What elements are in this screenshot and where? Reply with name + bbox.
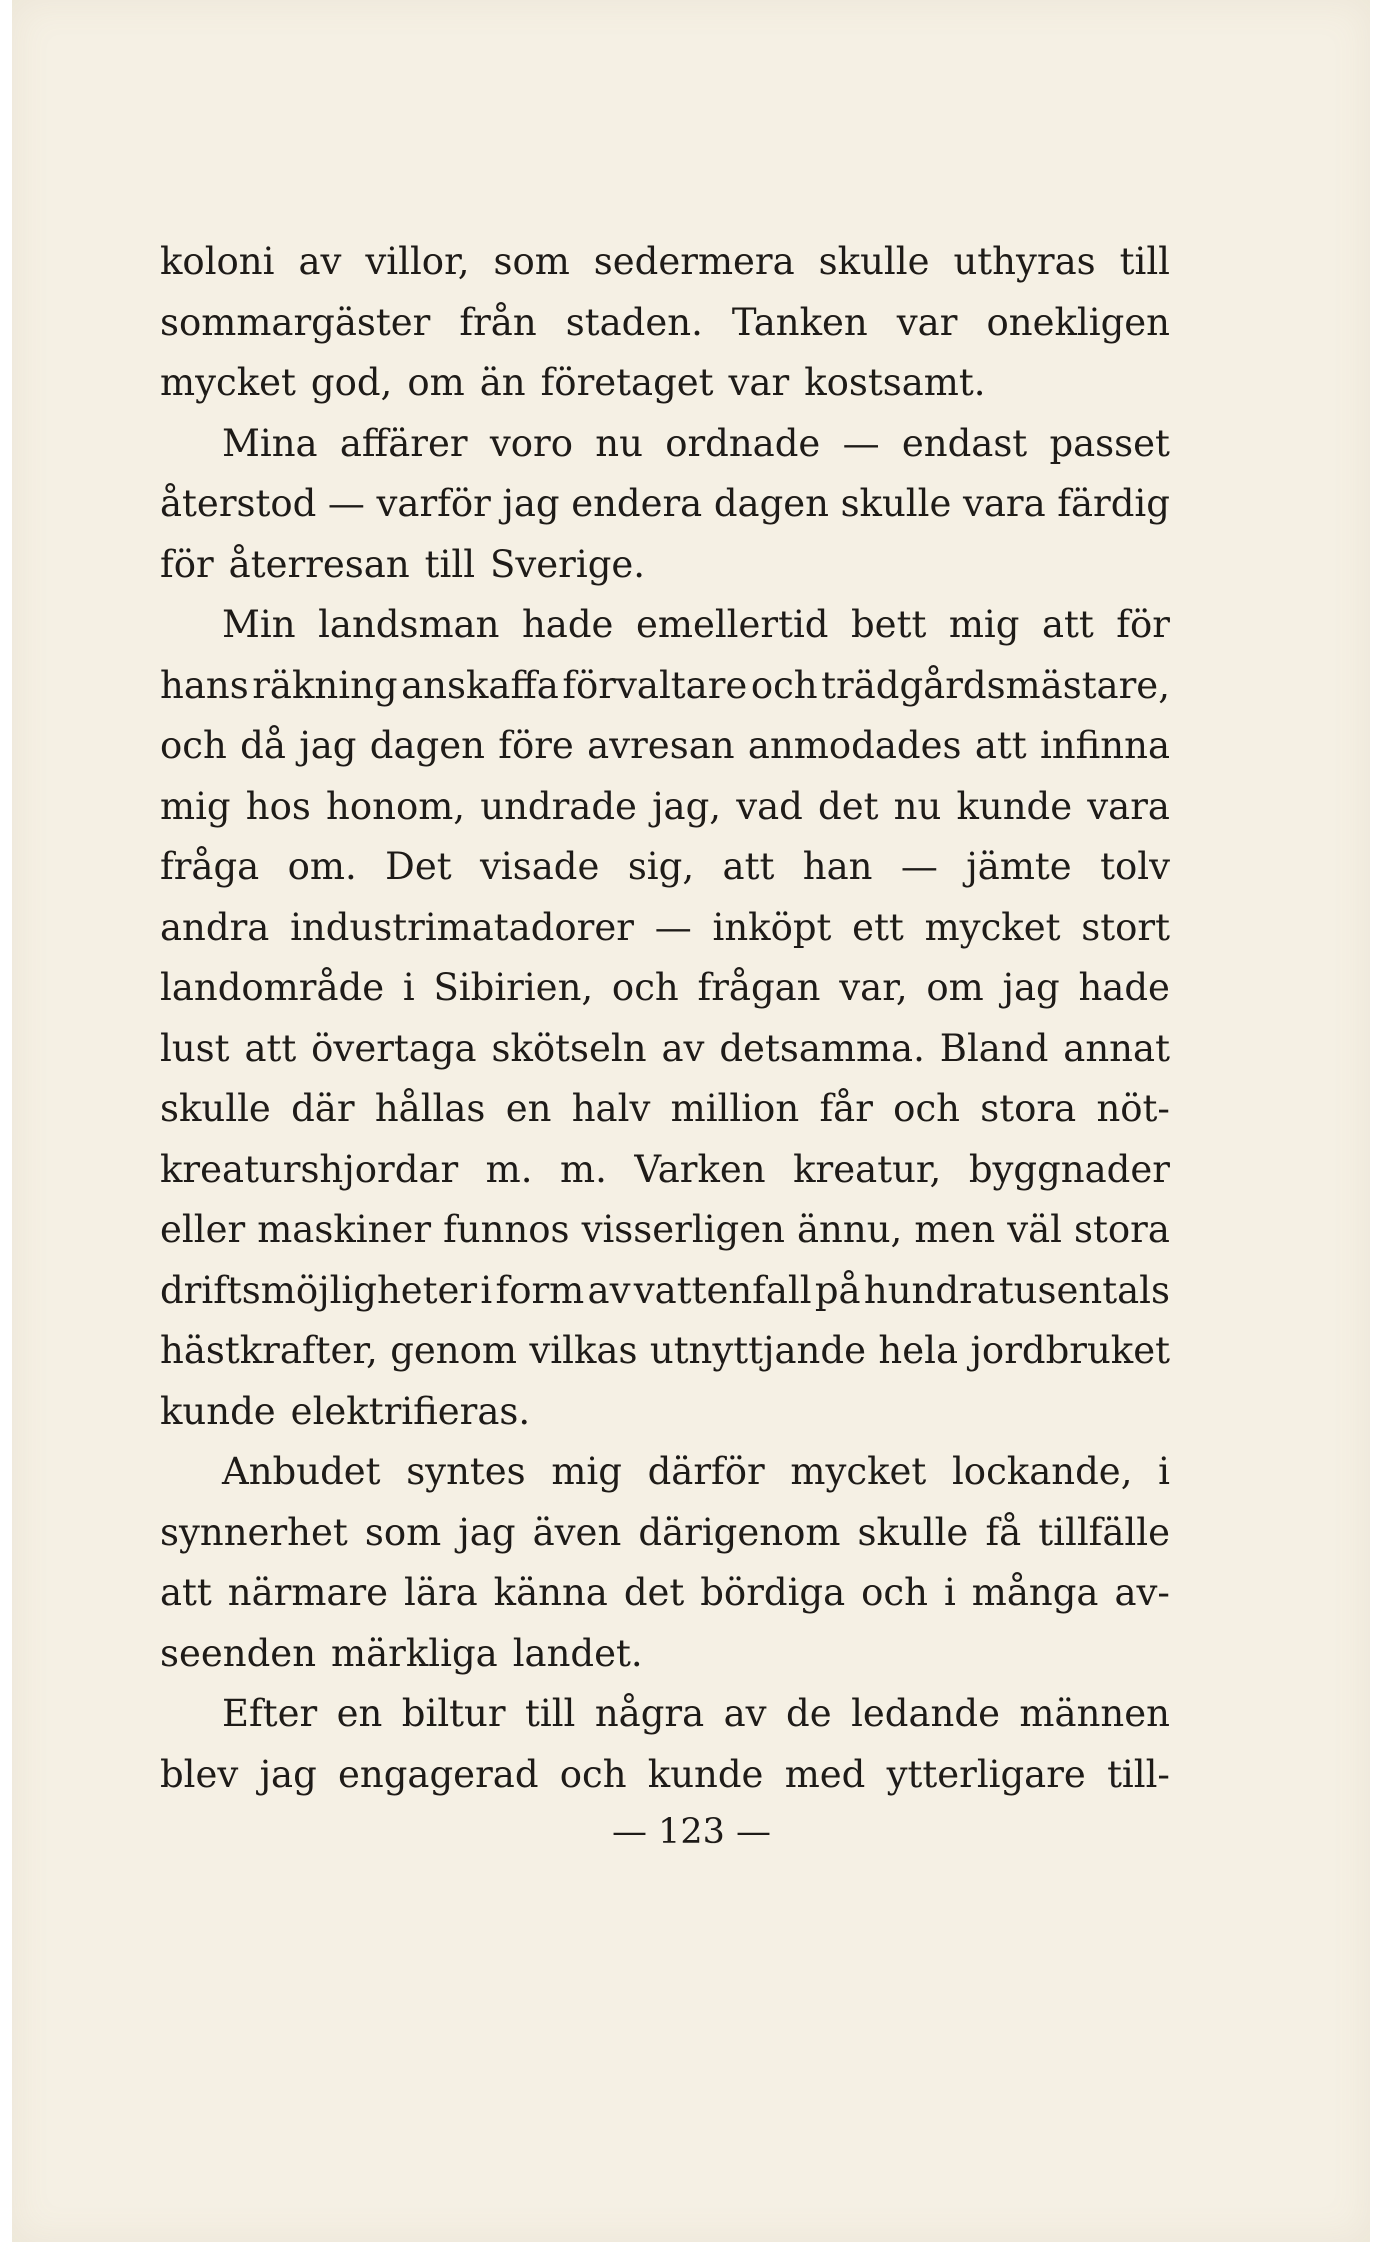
word: övertaga xyxy=(311,1026,477,1070)
word: om xyxy=(926,966,984,1009)
word: på xyxy=(814,1268,861,1312)
word: synnerhet xyxy=(160,1510,348,1554)
word: anmodades xyxy=(747,724,962,767)
word: nöt- xyxy=(1096,1087,1170,1130)
word: vad xyxy=(736,784,803,828)
word: voro xyxy=(489,421,573,465)
word: männen xyxy=(1019,1692,1170,1735)
word: några xyxy=(594,1692,705,1735)
word: skulle xyxy=(840,482,952,525)
word: skötseln xyxy=(491,1026,647,1070)
text-line xyxy=(160,1261,1170,1322)
word: om xyxy=(407,361,465,404)
text-line xyxy=(160,1563,1170,1624)
word: tillfälle xyxy=(1038,1510,1170,1554)
word: företaget xyxy=(540,361,714,404)
word: hela xyxy=(878,1329,959,1372)
word: syntes xyxy=(406,1450,526,1493)
word: vara xyxy=(962,482,1046,525)
text-line xyxy=(160,958,1170,1019)
word: han xyxy=(802,845,873,888)
word: byggnader xyxy=(968,1147,1170,1191)
word: jordbruket xyxy=(970,1329,1170,1372)
word: landet. xyxy=(512,1631,643,1675)
word: stora xyxy=(1074,1208,1170,1251)
text-line xyxy=(160,1684,1170,1745)
word: ytterligare xyxy=(886,1752,1086,1796)
word: i xyxy=(943,1571,956,1614)
word: mig xyxy=(551,1450,622,1493)
word: form xyxy=(495,1268,585,1312)
word: ett xyxy=(852,905,904,949)
word: många xyxy=(971,1571,1099,1614)
word: Mina xyxy=(222,421,318,465)
word: att xyxy=(1041,603,1094,646)
word: bördiga xyxy=(700,1571,846,1614)
word: vara xyxy=(1087,784,1170,828)
text-line xyxy=(160,1442,1170,1503)
word: hästkrafter, xyxy=(160,1329,378,1372)
word: och xyxy=(861,1571,928,1614)
word: jag xyxy=(1002,966,1060,1009)
word: och xyxy=(893,1087,960,1130)
word: att xyxy=(722,845,775,888)
word: funnos xyxy=(443,1208,570,1251)
word: av xyxy=(723,1692,767,1735)
word: skulle xyxy=(818,240,930,283)
word: få xyxy=(985,1510,1022,1554)
word: staden. xyxy=(565,300,703,344)
word: därigenom xyxy=(638,1510,841,1554)
word: av xyxy=(587,1268,631,1312)
word: med xyxy=(784,1752,866,1796)
word: kunde xyxy=(160,1389,276,1433)
text-line xyxy=(160,232,1170,293)
word: en xyxy=(505,1087,552,1130)
word: ledande xyxy=(851,1692,1000,1735)
word: att xyxy=(244,1026,297,1070)
word: i xyxy=(402,966,415,1009)
word: om. xyxy=(287,845,357,888)
word: var xyxy=(728,361,790,404)
word: i xyxy=(1158,1450,1170,1493)
word: av xyxy=(661,1026,705,1070)
word: mycket xyxy=(790,1450,927,1493)
word: — xyxy=(900,845,938,888)
word: Min xyxy=(222,603,296,646)
word: tolv xyxy=(1100,845,1170,888)
word: att xyxy=(160,1571,212,1614)
word: och xyxy=(750,663,818,707)
word: sommargäster xyxy=(160,300,431,344)
word: än xyxy=(479,361,526,404)
text-line xyxy=(160,595,1170,656)
text-line xyxy=(160,1019,1170,1080)
text-line xyxy=(160,716,1170,777)
word: visserligen xyxy=(581,1208,785,1251)
word: genom xyxy=(390,1329,517,1372)
word: återresan xyxy=(228,542,410,586)
text-line xyxy=(160,1079,1170,1140)
word: landområde xyxy=(160,966,385,1009)
word: där xyxy=(291,1087,355,1130)
word: får xyxy=(819,1087,873,1130)
word: halv xyxy=(571,1087,651,1130)
word: var, xyxy=(839,966,908,1009)
text-line xyxy=(160,1321,1170,1382)
word: som xyxy=(364,1510,442,1554)
word: inköpt xyxy=(712,905,832,949)
word: även xyxy=(532,1510,622,1554)
word: infinna xyxy=(1039,724,1170,767)
word: varför xyxy=(376,482,491,525)
word: lust xyxy=(160,1026,230,1070)
word: jag xyxy=(299,724,357,767)
word: koloni xyxy=(160,240,275,283)
word: och xyxy=(160,724,227,767)
word: som xyxy=(493,240,570,283)
word: stora xyxy=(980,1087,1077,1130)
word: därför xyxy=(647,1450,765,1493)
word: och xyxy=(611,966,679,1009)
word: Sibirien, xyxy=(433,966,594,1009)
word: blev xyxy=(160,1752,239,1796)
word: landsman xyxy=(318,603,500,646)
word: onekligen xyxy=(986,300,1170,344)
word: av xyxy=(298,240,342,283)
text-line xyxy=(160,474,1170,535)
word: million xyxy=(670,1087,800,1130)
word: frågan xyxy=(697,966,821,1009)
word: och xyxy=(559,1752,627,1796)
word: endast xyxy=(901,421,1028,465)
word: hundratusentals xyxy=(863,1268,1170,1312)
word: — xyxy=(327,482,365,525)
word: eller xyxy=(160,1208,246,1251)
word: passet xyxy=(1049,421,1170,465)
word: kreaturshjordar xyxy=(160,1147,459,1191)
text-line xyxy=(160,1503,1170,1564)
word: skulle xyxy=(857,1510,969,1554)
word: då xyxy=(240,724,286,767)
word: för xyxy=(1116,603,1170,646)
word: undrade xyxy=(480,784,637,828)
word: maskiner xyxy=(257,1208,432,1251)
word: engagerad xyxy=(338,1752,539,1796)
word: från xyxy=(459,300,537,344)
word: av- xyxy=(1114,1571,1170,1614)
word: till- xyxy=(1107,1752,1170,1796)
word: fråga xyxy=(160,845,260,888)
word: jag, xyxy=(652,784,722,828)
word: nu xyxy=(595,421,643,465)
word: kreatur, xyxy=(793,1147,942,1191)
text-line xyxy=(160,293,1170,354)
text-line xyxy=(160,1382,1170,1443)
text-line xyxy=(160,656,1170,717)
word: seenden xyxy=(160,1631,317,1675)
word: Efter xyxy=(222,1692,318,1735)
word: Bland xyxy=(939,1026,1049,1070)
text-line xyxy=(160,1624,1170,1685)
word: dagen xyxy=(369,724,485,767)
word: god, xyxy=(310,361,393,404)
text-line xyxy=(160,1200,1170,1261)
text-line xyxy=(160,837,1170,898)
text-line xyxy=(160,1745,1170,1806)
word: lära xyxy=(404,1571,478,1614)
word: vilkas xyxy=(529,1329,638,1372)
body-text xyxy=(160,232,1170,1805)
word: kunde xyxy=(647,1752,764,1796)
word: detsamma. xyxy=(719,1026,925,1070)
word: förvaltare xyxy=(562,663,748,707)
word: jämte xyxy=(966,845,1072,888)
word: biltur xyxy=(401,1692,506,1735)
word: räkning xyxy=(252,663,398,707)
word: driftsmöjligheter xyxy=(160,1268,478,1312)
text-line xyxy=(160,1140,1170,1201)
word: m. xyxy=(485,1147,533,1191)
word: villor, xyxy=(365,240,470,283)
word: lockande, xyxy=(951,1450,1133,1493)
word: annat xyxy=(1063,1026,1170,1070)
word: avresan xyxy=(587,724,735,767)
word: nu xyxy=(893,784,942,828)
word: endera xyxy=(571,482,703,525)
word: Tanken xyxy=(731,300,868,344)
word: mig xyxy=(948,603,1020,646)
word: de xyxy=(786,1692,832,1735)
word: var xyxy=(896,300,958,344)
word: men xyxy=(914,1208,996,1251)
word: industrimatadorer xyxy=(290,905,634,949)
word: mig xyxy=(160,784,231,828)
text-line xyxy=(160,353,1170,414)
word: mycket xyxy=(160,361,296,404)
word: till xyxy=(1119,240,1170,283)
text-line xyxy=(160,535,1170,596)
word: Varken xyxy=(634,1147,766,1191)
text-line xyxy=(160,414,1170,475)
word: bett xyxy=(851,603,927,646)
word: visade xyxy=(480,845,600,888)
word: affärer xyxy=(339,421,468,465)
word: jag xyxy=(259,1752,317,1796)
word: elektrifieras. xyxy=(290,1389,531,1433)
word: stort xyxy=(1081,905,1170,949)
word: Anbudet xyxy=(222,1450,381,1493)
word: kunde xyxy=(956,784,1073,828)
word: vattenfall xyxy=(633,1268,812,1312)
book-page xyxy=(12,0,1370,2242)
word: uthyras xyxy=(953,240,1096,283)
word: hållas xyxy=(374,1087,486,1130)
text-line xyxy=(160,898,1170,959)
word: emellertid xyxy=(635,603,829,646)
word: det xyxy=(623,1571,685,1614)
word: anskaffa xyxy=(401,663,559,707)
word: skulle xyxy=(160,1087,271,1130)
word: hade xyxy=(521,603,614,646)
word: dagen xyxy=(713,482,829,525)
word: ännu, xyxy=(796,1208,903,1251)
word: utnyttjande xyxy=(649,1329,866,1372)
word: i xyxy=(480,1268,493,1312)
word: — xyxy=(842,421,880,465)
word: färdig xyxy=(1057,482,1170,525)
text-line xyxy=(160,777,1170,838)
word: en xyxy=(336,1692,383,1735)
page-number: — 123 — xyxy=(611,1812,772,1852)
word: honom, xyxy=(326,784,466,828)
word: m. xyxy=(560,1147,607,1191)
word: Det xyxy=(385,845,452,888)
word: till xyxy=(525,1692,576,1735)
word: jag xyxy=(458,1510,516,1554)
word: väl xyxy=(1007,1208,1062,1251)
word: före xyxy=(498,724,574,767)
word: att xyxy=(974,724,1027,767)
word: till xyxy=(424,542,476,586)
word: mycket xyxy=(924,905,1061,949)
word: ordnade xyxy=(665,421,821,465)
word: känna xyxy=(493,1571,608,1614)
word: jag xyxy=(502,482,560,525)
word: för xyxy=(160,542,214,586)
word: återstod xyxy=(160,482,317,525)
word: sedermera xyxy=(593,240,795,283)
word: märkliga xyxy=(331,1631,498,1675)
word: trädgårdsmästare, xyxy=(821,663,1170,707)
word: andra xyxy=(160,905,270,949)
word: sig, xyxy=(627,845,695,888)
word: hos xyxy=(245,784,311,828)
word: — xyxy=(654,905,692,949)
word: Sverige. xyxy=(490,542,646,586)
word: det xyxy=(818,784,879,828)
word: kostsamt. xyxy=(804,361,986,404)
word: hans xyxy=(160,663,249,707)
word: hade xyxy=(1078,966,1170,1009)
word: närmare xyxy=(227,1571,389,1614)
